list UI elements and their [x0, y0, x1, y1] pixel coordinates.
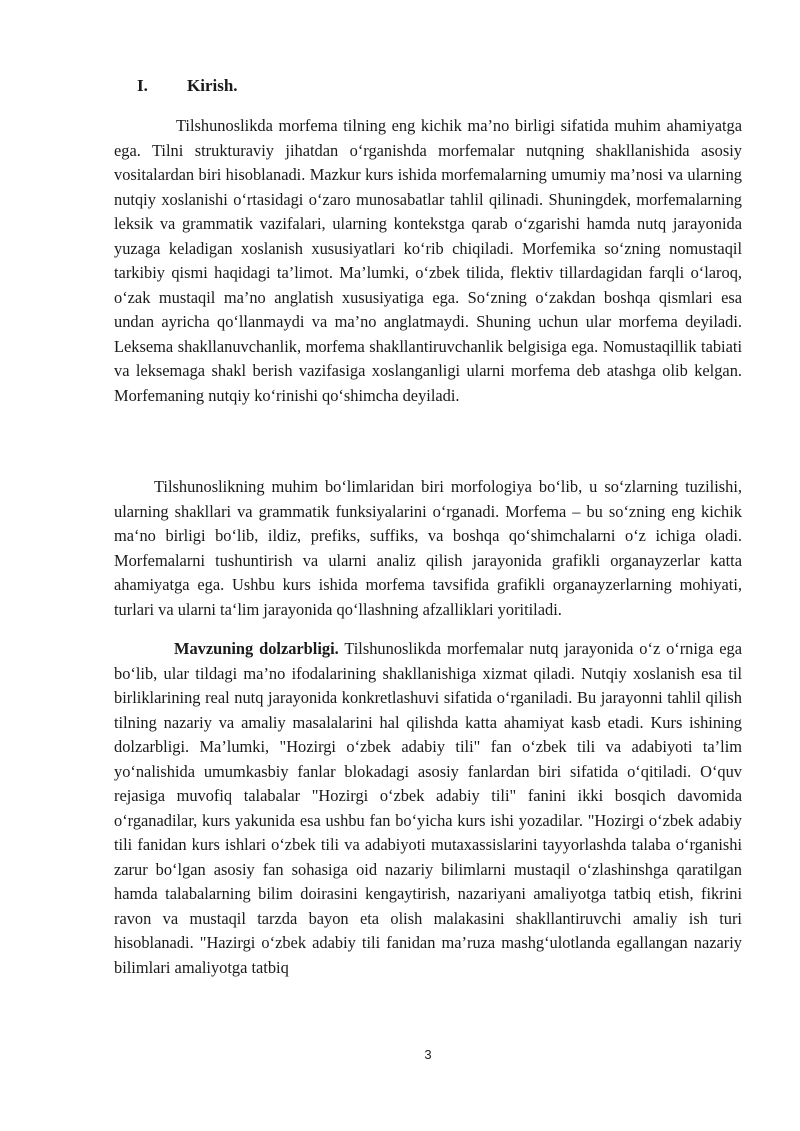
paragraph-morphology: Tilshunoslikning muhim bo‘limlaridan biri morfologiya bo‘lib, u so‘zlarning tuzilishi, ularning shakllari va grammatik funksiyalarini o‘rganadi. Morfema – bu so‘zning eng kichik ma‘no birligi bo‘lib, ildiz, prefiks, suffiks, va boshqa qo‘shimchalarni o‘z ichiga oladi. Morfemalarni tushuntirish va ularni analiz qilish jarayonida grafikli organayzerlar katta ahamiyatga ega. Ushbu kurs ishida morfema tavsifida grafikli organayzerlarning mohiyati, turlari va ularni ta‘lim jarayonida qo‘llashning afzalliklari yoritiladi. — [114, 477, 742, 619]
section-title: Kirish. — [187, 76, 238, 95]
relevance-lead: Mavzuning dolzarbligi. — [174, 639, 339, 658]
paragraph-intro: Tilshunoslikda morfema tilning eng kichik ma’no birligi sifatida muhim ahamiyatga ega. Tilni strukturaviy jihatdan o‘rganishda morfemalar nutqning shakllanishida asosiy vositalardan biri hisoblanadi. Mazkur kurs ishida morfemalarning umumiy ma’nosi va ularning nutqiy xoslanishi o‘rtasidagi o‘zaro munosabatlar tahlil qilinadi. Shuningdek, morfemalarning leksik va grammatik vazifalari, ularning kontekstga qarab o‘zgarishi hamda nutq jarayonida yuzaga keladigan xoslanish xususiyatlari ko‘rib chiqiladi. Morfemika so‘zning nomustaqil tarkibiy qismi haqidagi ta’limot. Ma’lumki, o‘zbek tilida, flektiv tillardagidan farqli o‘laroq, o‘zak mustaqil ma’no anglatish xususiyatiga ega. So‘zning o‘zakdan boshqa qismlari esa undan ayricha qo‘llanmaydi va ma’no anglatmaydi. Shuning uchun ular morfema deyiladi. Leksema shakllanuvchanlik, morfema shakllantiruvchanlik belgisiga ega. Nomustaqillik tabiati va leksemaga shakl berish vazifasiga xoslanganligi ularni morfema deb atashga olib kelgan. Morfemaning nutqiy ko‘rinishi qo‘shimcha deyiladi. — [114, 116, 742, 405]
relevance-text: Tilshunoslikda morfemalar nutq jarayonida o‘z o‘rniga ega bo‘lib, ular tildagi ma’no ifodalarining shakllanishiga xizmat qiladi. Nutqiy xoslanish esa til birliklarining real nutq jarayonida konkretlashuvi sifatida o‘rganiladi. Bu jarayonni tahlil qilish tilning nazariy va amaliy masalalarini hal qilishda katta ahamiyat kasb etadi. Kurs ishining dolzarbligi. Ma’lumki, "Hozirgi o‘zbek adabiy tili" fan o‘zbek tili va adabiyoti ta’lim yo‘nalishida umumkasbiy fanlar blokadagi asosiy fanlardan biri sifatida o‘qitiladi. O‘quv rejasiga muvofiq talabalar "Hozirgi o‘zbek adabiy tili" fanini ikki bosqich davomida o‘rganadilar, kurs yakunida esa ushbu fan bo‘yicha kurs ishi yozadilar. "Hozirgi o‘zbek adabiy tili fanidan kurs ishlari o‘zbek tili va adabiyoti mutaxassislarini tayyorlashda talaba o‘rganishi zarur bo‘lgan asosiy fan sohasiga oid nazariy bilimlarni mustaqil o‘zlashinshga qaratilgan hamda talabalarning bilim doirasini kengaytirish, nazariyani amaliyotga tatbiq etish, fikrini ravon va mustaqil tarzda bayon eta olish malakasini shakllantiruvchi amaliy ish turi hisoblanadi. "Hazirgi o‘zbek adabiy tili fanidan ma’ruza mashg‘ulotlanda egallangan nazariy bilimlari amaliyotga tatbiq — [114, 639, 742, 977]
page-number: 3 — [424, 1047, 432, 1062]
section-heading — [137, 76, 238, 96]
paragraph-relevance — [114, 637, 742, 980]
section-number: I. — [137, 76, 148, 95]
